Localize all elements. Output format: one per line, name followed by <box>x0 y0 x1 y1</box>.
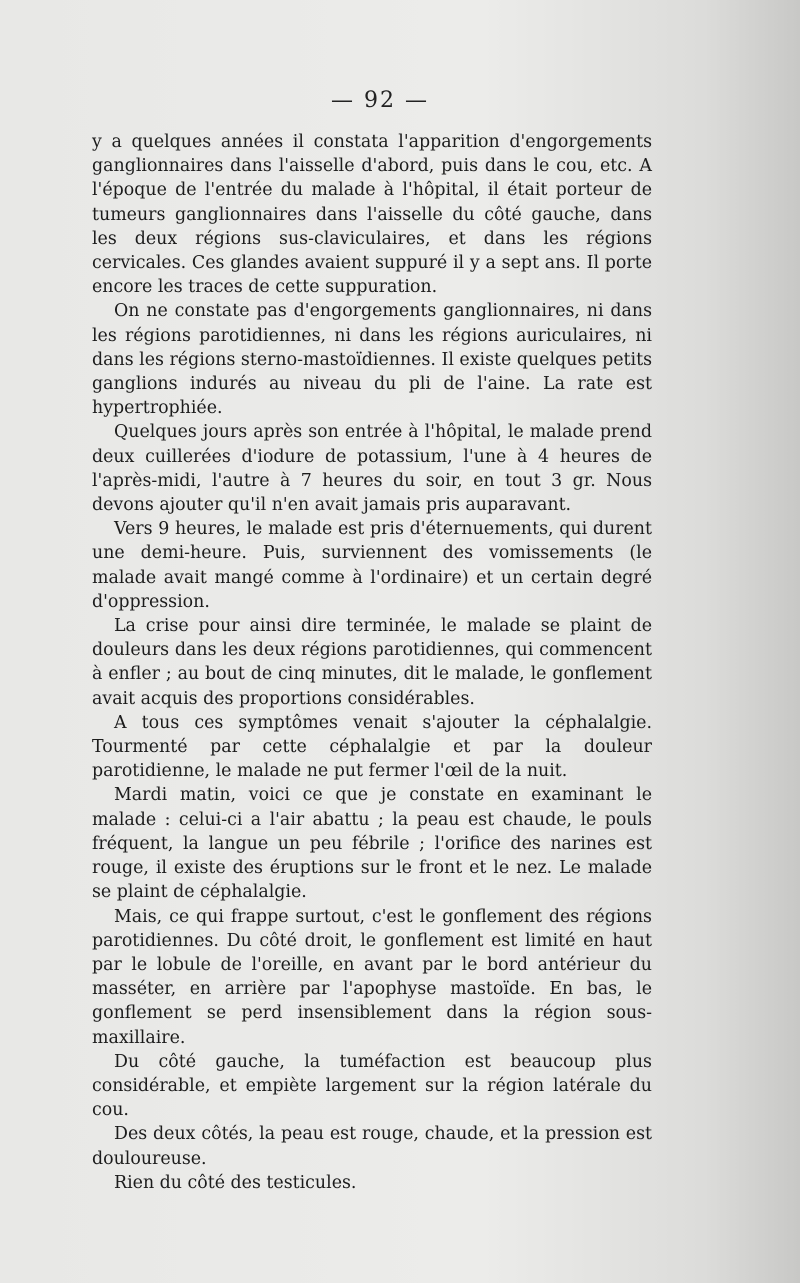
paragraph: Vers 9 heures, le malade est pris d'éternuements, qui durent une demi-heure. Puis, surviennent des vomissements (le malade avait mangé comme à l'ordinaire) et un certain degré d'oppression. <box>92 519 652 612</box>
body-text <box>92 130 652 1195</box>
paragraph: Mais, ce qui frappe surtout, c'est le gonflement des régions parotidiennes. Du côté droit, le gonflement est limité en haut par le lobule de l'oreille, en avant par le bord antérieur du masséter, en arrière par l'apophyse mastoïde. En bas, le gonflement se perd insensiblement dans la région sous-maxillaire. <box>92 906 652 1048</box>
paragraph: Quelques jours après son entrée à l'hôpital, le malade prend deux cuillerées d'iodure de potassium, l'une à 4 heures de l'après-midi, l'autre à 7 heures du soir, en tout 3 gr. Nous devons ajouter qu'il n'en avait jamais pris auparavant. <box>92 422 652 516</box>
paragraph: Mardi matin, voici ce que je constate en examinant le malade : celui-ci a l'air abattu ; la peau est chaude, le pouls fréquent, la langue un peu fébrile ; l'orifice des narines est rouge, il existe des éruptions sur le front et le nez. Le malade se plaint de céphalalgie. <box>92 785 652 903</box>
paragraph: La crise pour ainsi dire terminée, le malade se plaint de douleurs dans les deux régions parotidiennes, qui commencent à enfler ; au bout de cinq minutes, dit le malade, le gonflement avait acquis des proportions considérables. <box>92 616 652 709</box>
paragraph: Rien du côté des testicules. <box>114 1172 357 1193</box>
paragraph: Du côté gauche, la tuméfaction est beaucoup plus considérable, et empiète largement sur la région latérale du cou. <box>92 1051 652 1121</box>
page-number: — 92 — <box>331 88 429 113</box>
paragraph: On ne constate pas d'engorgements ganglionnaires, ni dans les régions parotidiennes, ni dans les régions auriculaires, ni dans les régions sterno-mastoïdiennes. Il existe quelques petits ganglions indurés au niveau du pli de l'aine. La rate est hypertrophiée. <box>92 301 652 419</box>
paragraph: Des deux côtés, la peau est rouge, chaude, et la pression est douloureuse. <box>92 1124 652 1169</box>
paragraph: A tous ces symptômes venait s'ajouter la céphalalgie. Tourmenté par cette céphalalgie et par la douleur parotidienne, le malade ne put fermer l'œil de la nuit. <box>92 712 652 782</box>
paragraph: y a quelques années il constata l'apparition d'engorgements ganglionnaires dans l'aisselle d'abord, puis dans le cou, etc. A l'époque de l'entrée du malade à l'hôpital, il était porteur de tumeurs ganglionnaires dans l'aisselle du côté gauche, dans les deux régions sus-claviculaires, et dans les régions cervicales. Ces glandes avaient suppuré il y a sept ans. Il porte encore les traces de cette suppuration. <box>92 132 652 298</box>
